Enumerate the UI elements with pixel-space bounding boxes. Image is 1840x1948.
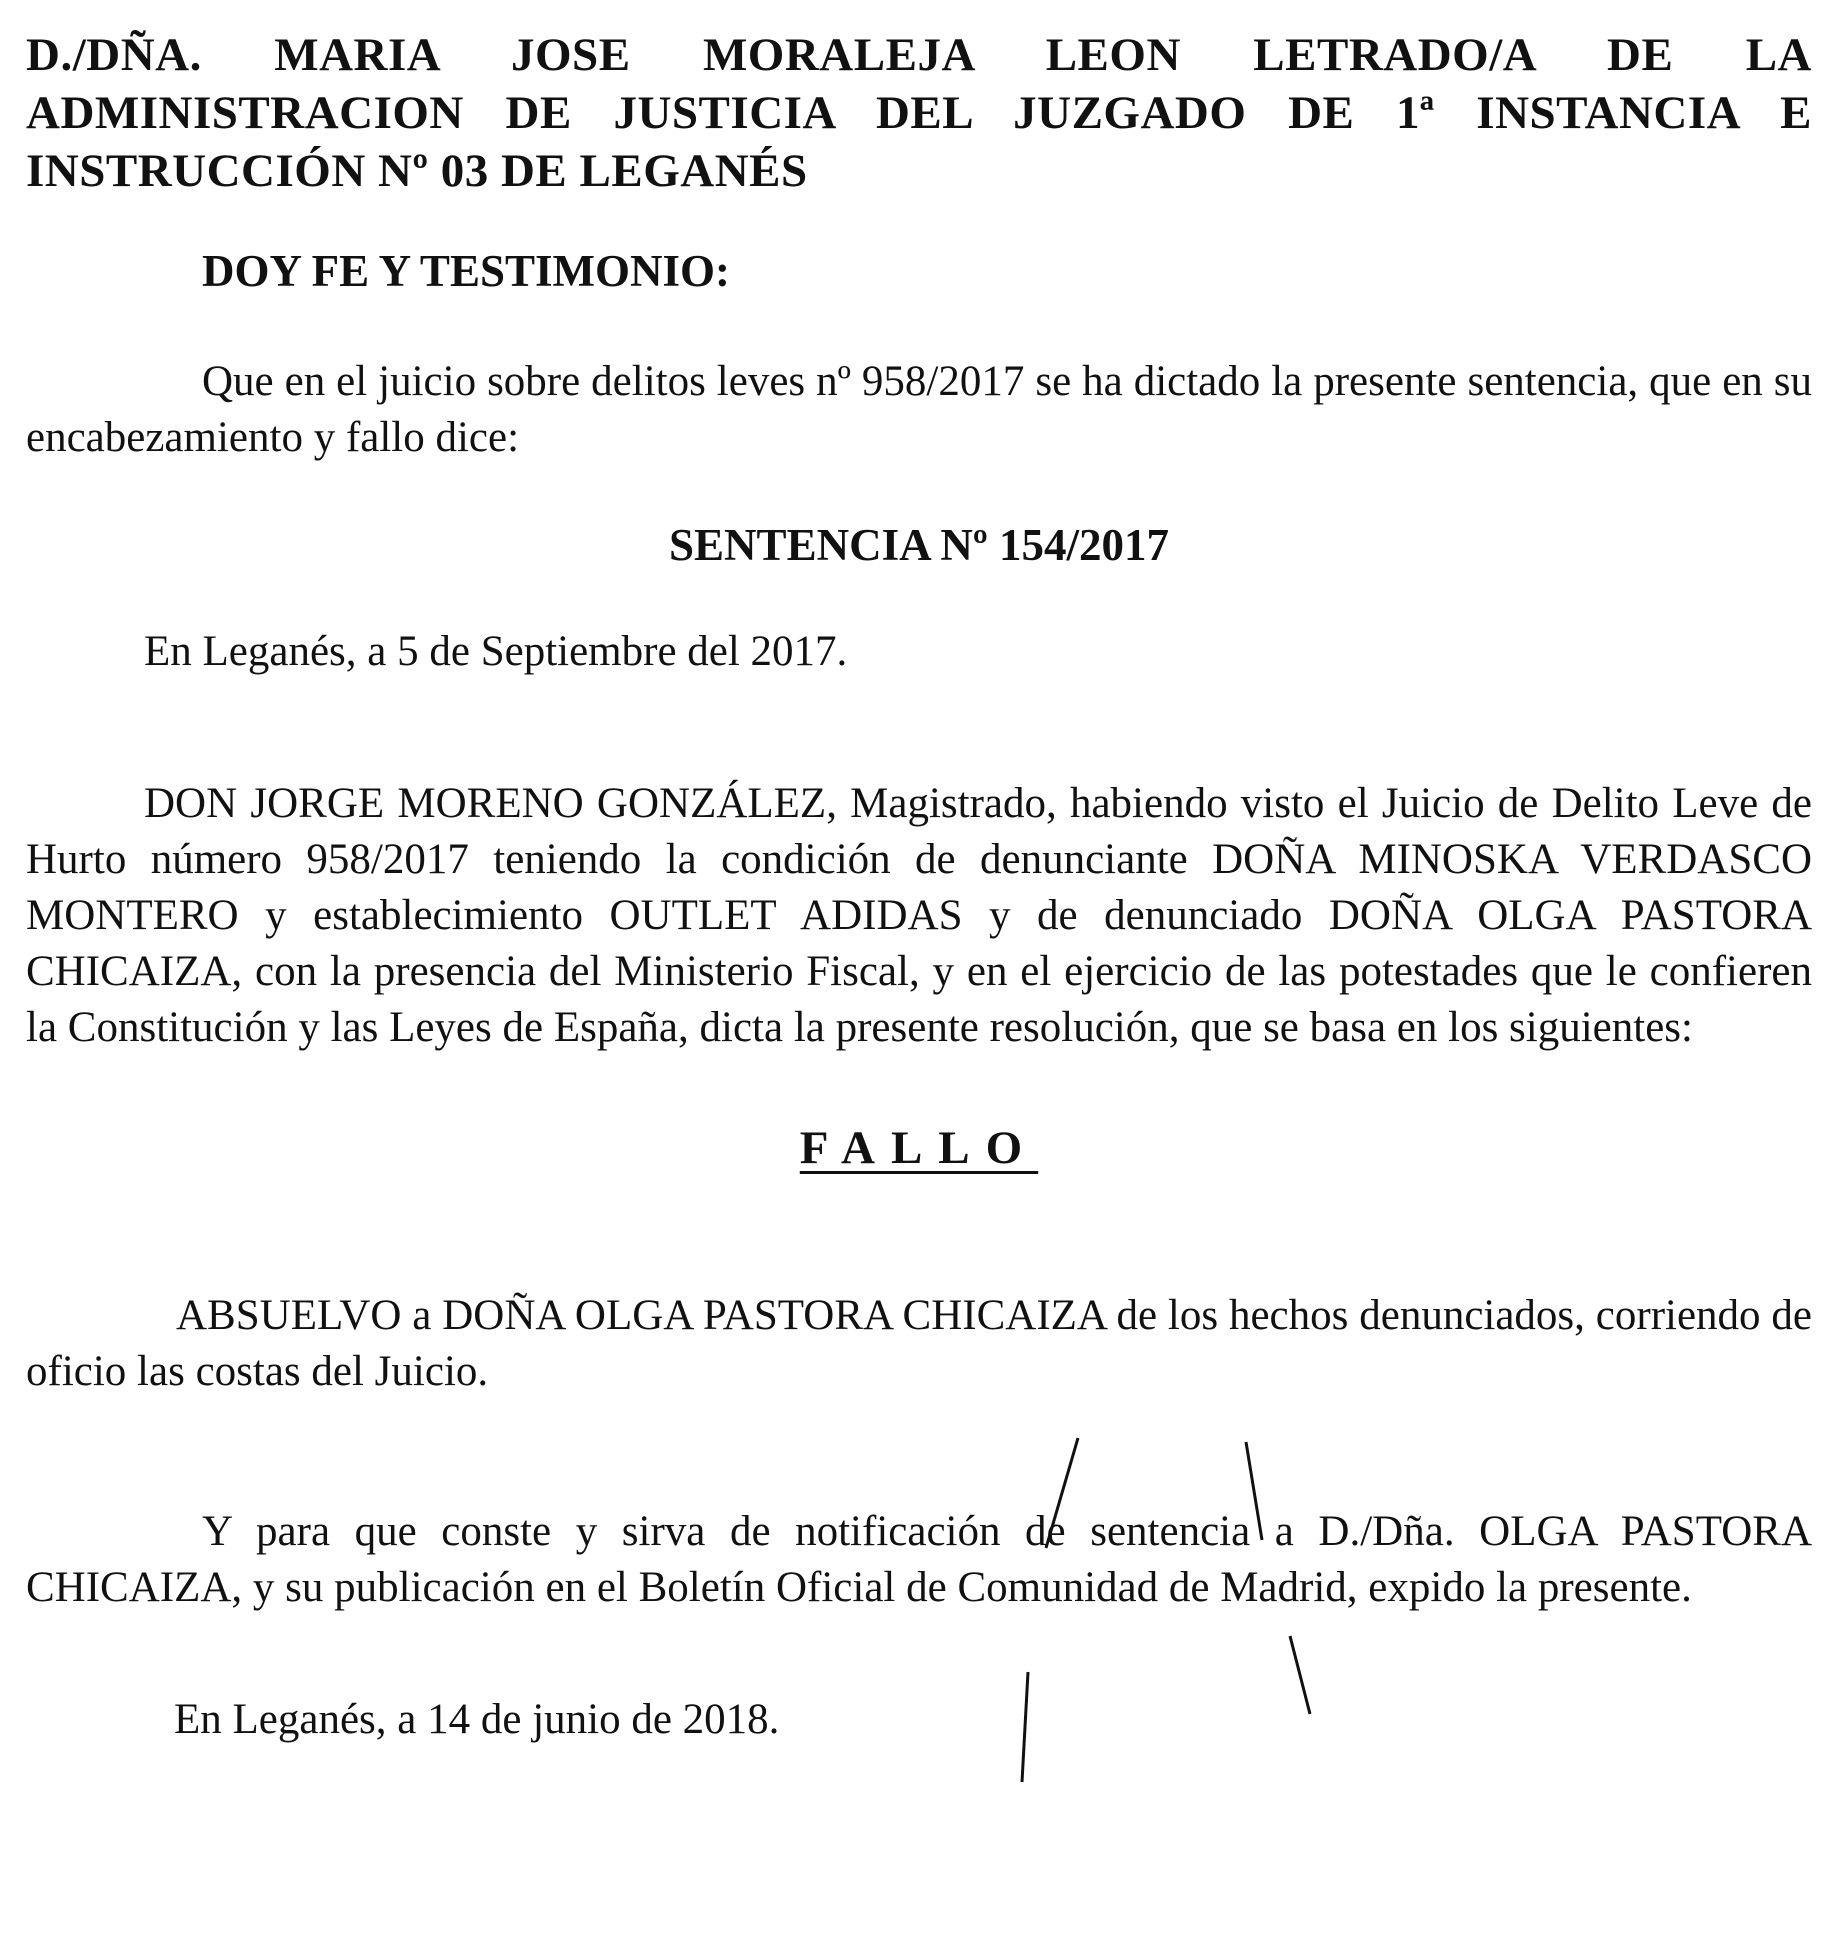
header-letrado: D./DÑA. MARIA JOSE MORALEJA LEON LETRADO/A DE LA ADMINISTRACION DE JUSTICIA DEL JUZGADO DE 1ª INSTANCIA E INSTRUCCIÓN Nº 03 DE LEGANÉS: [26, 29, 1812, 197]
closing-date: En Leganés, a 14 de junio de 2018.: [174, 1696, 780, 1743]
doy-fe-heading: DOY FE Y TESTIMONIO:: [202, 246, 730, 296]
sentencia-title: SENTENCIA Nº 154/2017: [669, 520, 1169, 570]
fallo-heading: [26, 1120, 1812, 1176]
fallo-paragraph: ABSUELVO a DOÑA OLGA PASTORA CHICAIZA de los hechos denunciados, corriendo de oficio las costas del Juicio.: [26, 1292, 1812, 1395]
body-paragraph: DON JORGE MORENO GONZÁLEZ, Magistrado, habiendo visto el Juicio de Delito Leve de Hurto número 958/2017 teniendo la condición de denunciante DOÑA MINOSKA VERDASCO MONTERO y establecimiento OUTLET ADIDAS y de denunciado DOÑA OLGA PASTORA CHICAIZA, con la presencia del Ministerio Fiscal, y en el ejercicio de las potestades que le confieren la Constitución y las Leyes de España, dicta la presente resolución, que se basa en los siguientes:: [26, 780, 1812, 1051]
fallo-title: FALLO: [799, 1122, 1039, 1174]
intro-paragraph: Que en el juicio sobre delitos leves nº 958/2017 se ha dictado la presente sentencia, que en su encabezamiento y fallo dice:: [26, 358, 1812, 461]
notification-paragraph: Y para que conste y sirva de notificación de sentencia a D./Dña. OLGA PASTORA CHICAIZA, y su publicación en el Boletín Oficial de Comunidad de Madrid, expido la presente.: [26, 1508, 1812, 1611]
document-page: [26, 26, 1812, 1748]
sentencia-date: En Leganés, a 5 de Septiembre del 2017.: [144, 628, 848, 675]
